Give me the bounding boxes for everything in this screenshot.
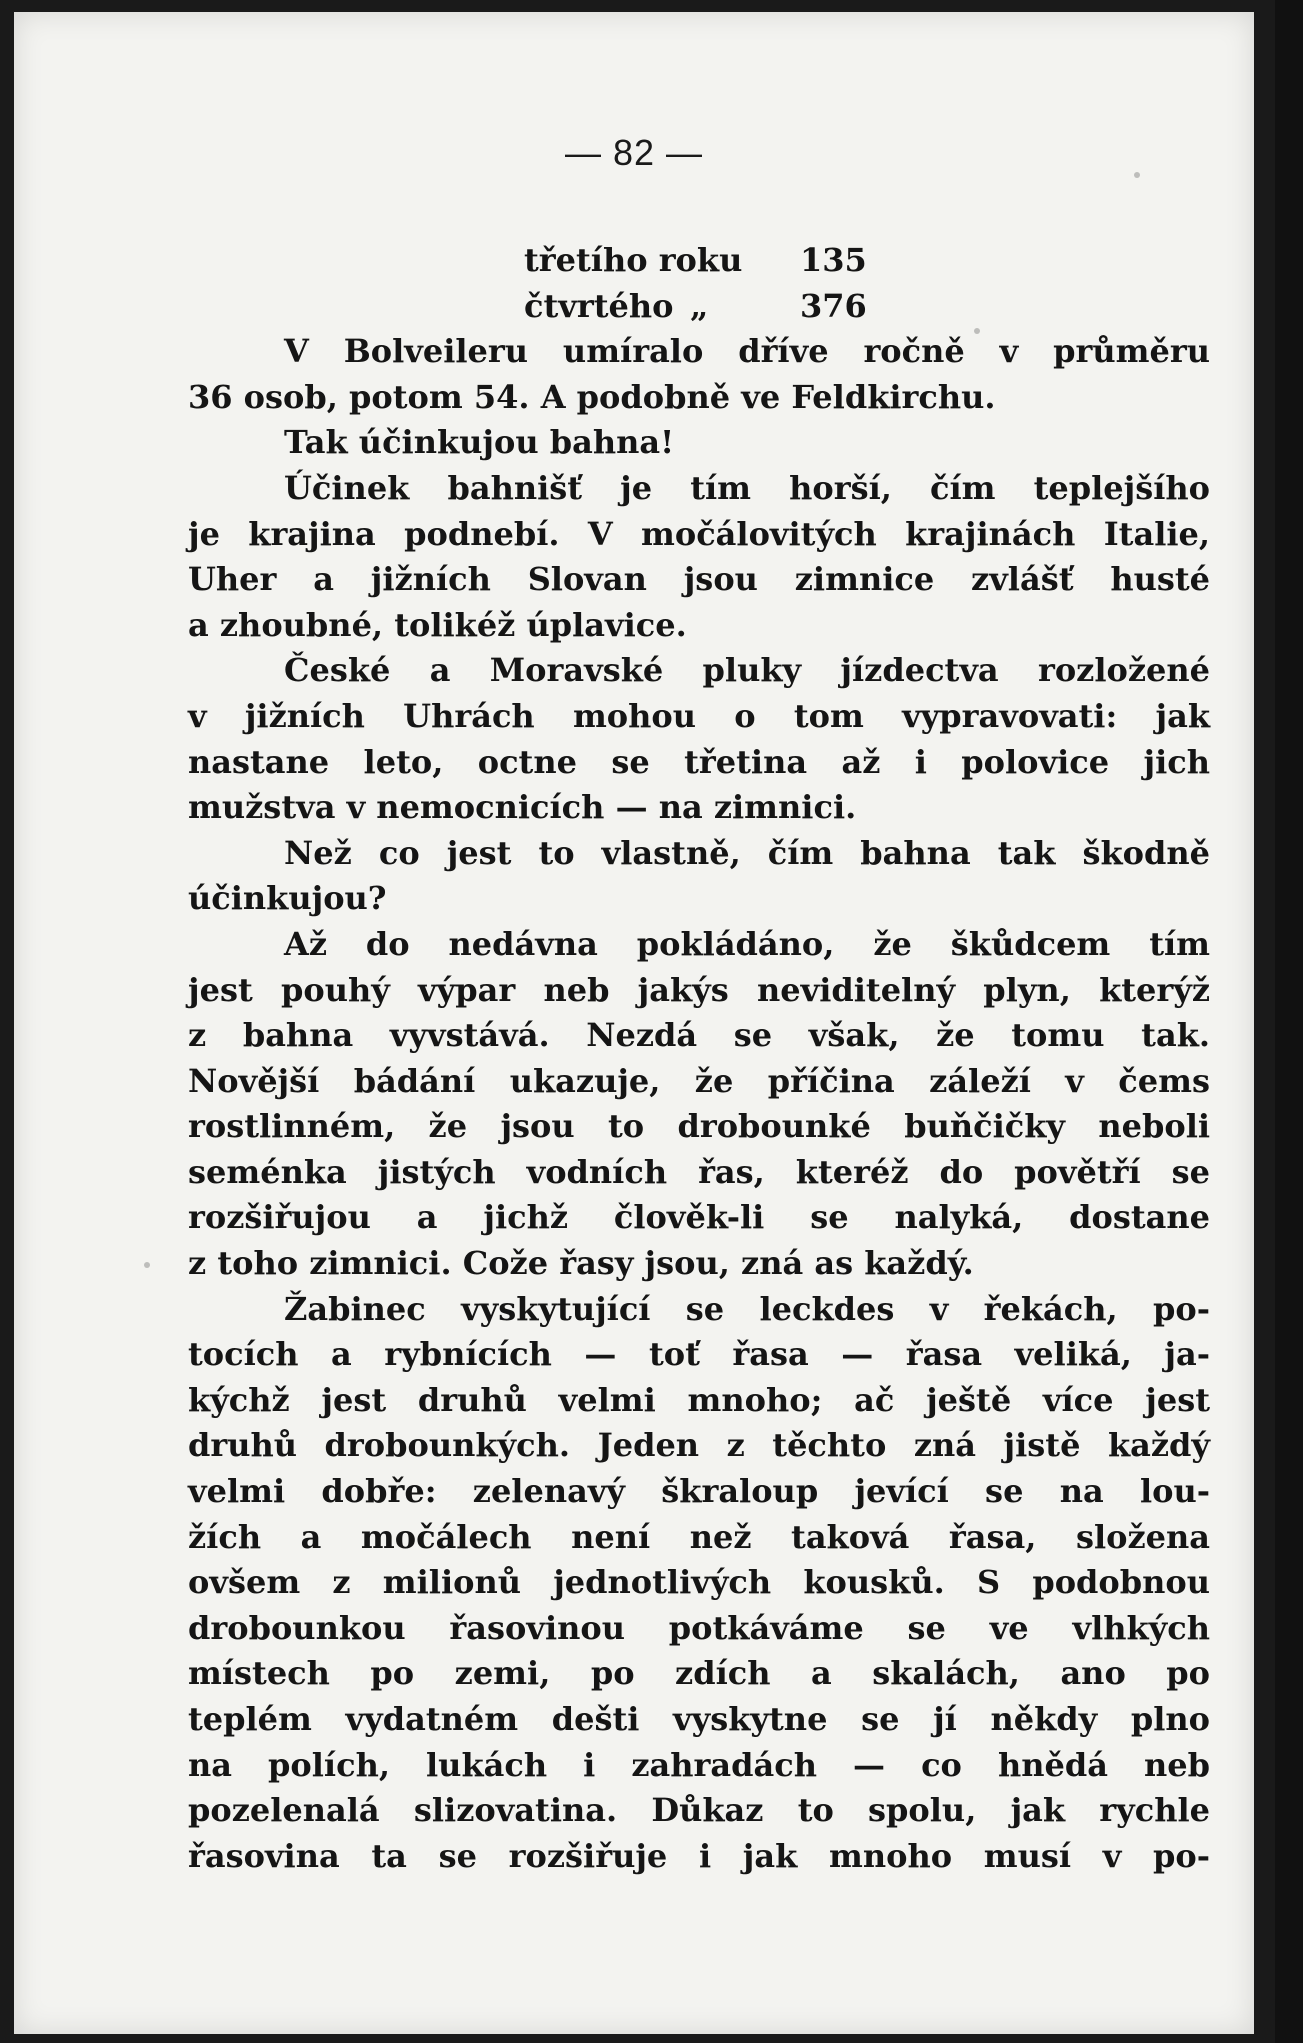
table-row-1 xyxy=(188,238,1210,284)
text-line: kýchž jest druhů velmi mnoho; ač ještě více jest xyxy=(188,1380,1210,1419)
text-line: z bahna vyvstává. Nezdá se však, že tomu tak. xyxy=(188,1016,1210,1055)
text-line: jest pouhý výpar neb jakýs neviditelný plyn, kterýž xyxy=(188,970,1210,1009)
text-line: řasovina ta se rozšiřuje i jak mnoho musí v po- xyxy=(188,1836,1210,1875)
scan-border xyxy=(1275,0,1303,2043)
paper-speck xyxy=(144,1262,150,1268)
text-line: Uher a jižních Slovan jsou zimnice zvlášť husté xyxy=(188,560,1210,599)
paper-speck xyxy=(1134,172,1140,178)
text-line: teplém vydatném dešti vyskytne se jí někdy plno xyxy=(188,1700,1210,1738)
text-line: je krajina podnebí. V močálovitých krajinách Italie, xyxy=(188,514,1210,553)
text-line: Než co jest to vlastně, čím bahna tak škodně xyxy=(284,833,1210,872)
text-line: rozšiřujou a jichž člověk-li se nalyká, dostane xyxy=(188,1198,1210,1237)
text-line: žích a močálech není než taková řasa, složena xyxy=(188,1517,1210,1556)
text-line: druhů drobounkých. Jeden z těchto zná jistě každý xyxy=(188,1426,1210,1465)
table-value: 376 xyxy=(800,286,867,325)
text-line: rostlinném, že jsou to drobounké buňčičky neboli xyxy=(188,1107,1210,1146)
text-line: drobounkou řasovinou potkáváme se ve vlhkých xyxy=(188,1608,1210,1647)
text-line: účinkujou? xyxy=(188,879,387,918)
text-line: V Bolveileru umíralo dříve ročně v průměru xyxy=(284,332,1210,371)
text-line: pozelenalá slizovatina. Důkaz to spolu, jak rychle xyxy=(188,1791,1210,1830)
page-number: — 82 — xyxy=(564,132,704,173)
text-line: velmi dobře: zelenavý škraloup jevící se na lou- xyxy=(188,1472,1210,1511)
text-line: seménka jistých vodních řas, kteréž do povětří se xyxy=(188,1152,1210,1191)
text-line: Tak účinkujou bahna! xyxy=(284,423,675,462)
text-line: na polích, lukách i zahradách — co hnědá neb xyxy=(188,1745,1210,1784)
text-line: nastane leto, octne se třetina až i polovice jich xyxy=(188,742,1210,781)
ditto-mark: „ xyxy=(690,286,709,325)
text-line: Až do nedávna pokládáno, že škůdcem tím xyxy=(284,924,1210,963)
text-line: mužstva v nemocnicích — na zimnici. xyxy=(188,788,857,827)
text-line: ovšem z milionů jednotlivých kousků. S podobnou xyxy=(188,1563,1210,1602)
book-page xyxy=(14,12,1254,2034)
text-line: a zhoubné, tolikéž úplavice. xyxy=(188,605,687,644)
text-line: z toho zimnici. Cože řasy jsou, zná as každý. xyxy=(188,1244,974,1283)
text-line: Novější bádání ukazuje, že příčina záleží v čems xyxy=(188,1061,1210,1100)
table-label: čtvrtého xyxy=(524,286,674,325)
text-line: tocích a rybnících — toť řasa — řasa veliká, ja- xyxy=(188,1335,1210,1374)
table-value: 135 xyxy=(800,241,867,279)
paper-speck xyxy=(974,328,980,334)
text-line: 36 osob, potom 54. A podobně ve Feldkirchu. xyxy=(188,377,996,416)
text-line: Žabinec vyskytující se leckdes v řekách, po- xyxy=(284,1289,1210,1328)
text-line: v jižních Uhrách mohou o tom vypravovati: jak xyxy=(188,696,1210,735)
text-line: místech po zemi, po zdích a skalách, ano po xyxy=(188,1654,1210,1693)
page-body-text xyxy=(188,238,1210,1879)
text-line: Účinek bahnišť je tím horší, čím teplejšího xyxy=(284,468,1210,507)
table-row-2 xyxy=(188,284,1210,330)
text-line: České a Moravské pluky jízdectva rozložené xyxy=(284,651,1210,690)
table-label: třetího roku xyxy=(524,241,743,279)
